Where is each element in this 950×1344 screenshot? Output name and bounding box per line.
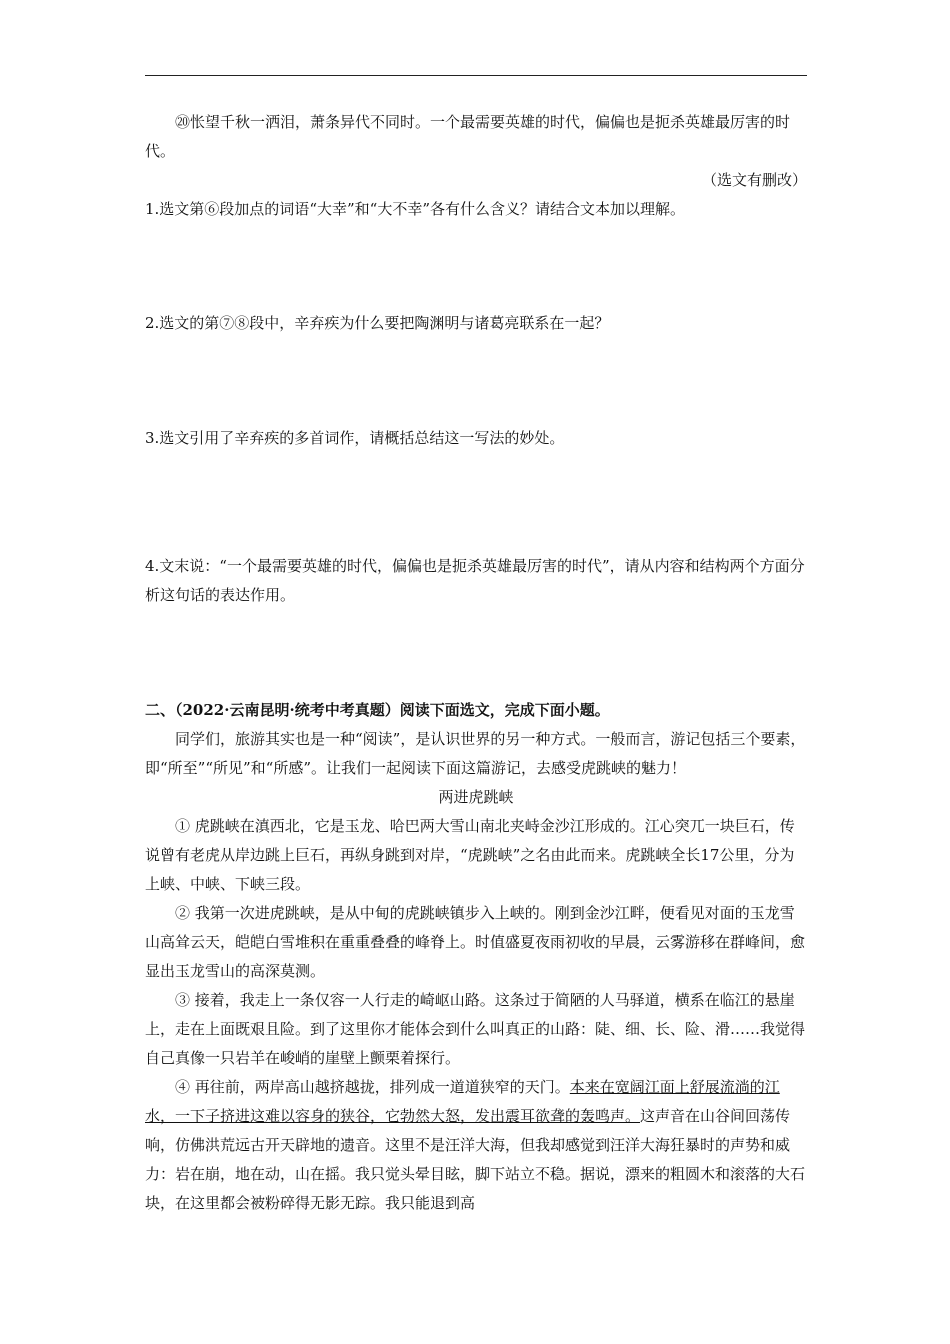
- article-paragraph-3: ③ 接着，我走上一条仅容一人行走的崎岖山路。这条过于简陋的人马驿道，横系在临江的悬崖上，走在上面既艰且险。到了这里你才能体会到什么叫真正的山路：陡、细、长、险、滑……我觉得自己真像一只岩羊在峻峭的崖壁上颤栗着探行。: [145, 991, 806, 1067]
- p4-rest: 这声音在山谷间回荡传响，仿佛洪荒远古开天辟地的遗音。这里不是汪洋大海，但我却感觉到汪洋大海狂暴时的声势和威力：岩在崩，地在动，山在摇。我只觉头晕目眩，脚下站立不稳。据说，漂来的粗圆木和滚落的大石块，在这里都会被粉碎得无影无踪。我只能退到高: [145, 1107, 806, 1212]
- answer-space-1: [145, 224, 807, 309]
- article-title: 两进虎跳峡: [438, 788, 514, 806]
- intro-paragraph: 同学们，旅游其实也是一种“阅读”，是认识世界的另一种方式。一般而言，游记包括三个要素，即“所至”“所见”和“所感”。让我们一起阅读下面这篇游记，去感受虎跳峡的魅力！: [145, 730, 806, 777]
- answer-space-4: [145, 610, 807, 696]
- header-rule: [145, 75, 807, 76]
- question-3: 3.选文引用了辛弃疾的多首词作，请概括总结这一写法的妙处。: [145, 429, 565, 447]
- question-1: 1.选文第⑥段加点的词语“大幸”和“大不幸”各有什么含义？请结合文本加以理解。: [145, 200, 685, 218]
- answer-space-2: [145, 338, 807, 424]
- p4-lead: ④ 再往前，两岸高山越挤越拢，排列成一道道狭窄的天门。: [175, 1078, 570, 1096]
- article-paragraph-1: ① 虎跳峡在滇西北，它是玉龙、哈巴两大雪山南北夹峙金沙江形成的。江心突兀一块巨石，传说曾有老虎从岸边跳上巨石，再纵身跳到对岸，“虎跳峡”之名由此而来。虎跳峡全长17公里，分为上峡、中峡、下峡三段。: [145, 817, 795, 893]
- paragraph-20: ⑳怅望千秋一洒泪，萧条异代不同时。一个最需要英雄的时代，偏偏也是扼杀英雄最厉害的时代。: [145, 113, 791, 160]
- article-paragraph-2: ② 我第一次进虎跳峡，是从中甸的虎跳峡镇步入上峡的。刚到金沙江畔，便看见对面的玉龙雪山高耸云天，皑皑白雪堆积在重重叠叠的峰脊上。时值盛夏夜雨初收的早晨，云雾游移在群峰间，愈显出玉龙雪山的高深莫测。: [145, 904, 806, 980]
- section-heading: 二、（2022·云南昆明·统考中考真题）阅读下面选文，完成下面小题。: [145, 701, 610, 719]
- document-body: [145, 108, 807, 1218]
- underlined-sentence: 本来在宽阔江面上舒展流淌的江水，一下子挤进这难以容身的狭谷，它勃然大怒，发出震耳欲聋的轰鸣声。: [145, 1078, 780, 1125]
- source-note: （选文有删改）: [701, 171, 807, 189]
- article-paragraph-4: [145, 1073, 807, 1218]
- question-2: 2.选文的第⑦⑧段中，辛弃疾为什么要把陶渊明与诸葛亮联系在一起？: [145, 314, 610, 332]
- answer-space-3: [145, 453, 807, 552]
- question-4: 4.文末说：“一个最需要英雄的时代，偏偏也是扼杀英雄最厉害的时代”，请从内容和结构两个方面分析这句话的表达作用。: [145, 557, 805, 604]
